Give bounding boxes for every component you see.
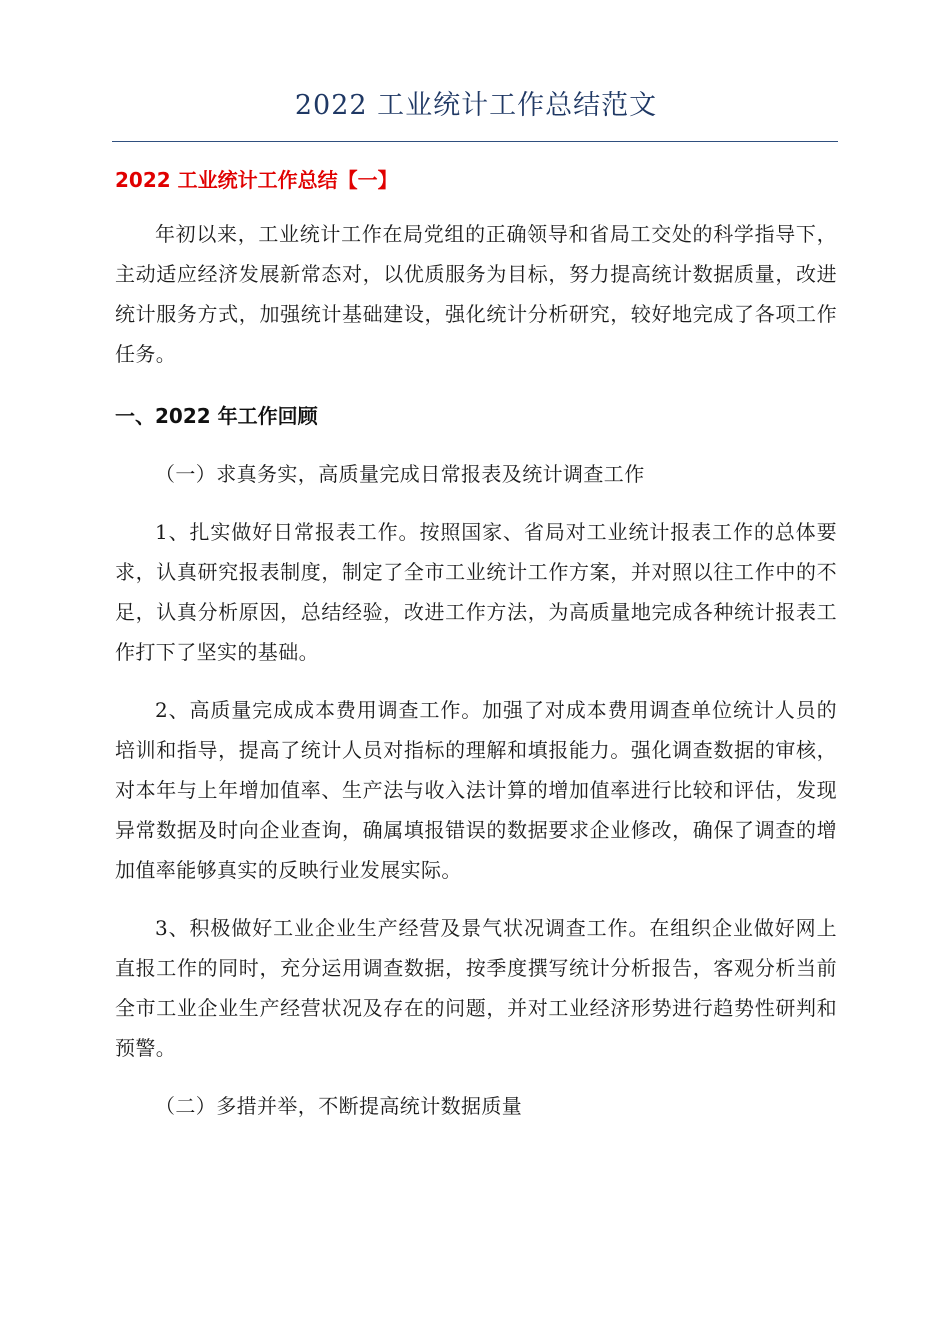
subheading-data-quality: （二）多措并举，不断提高统计数据质量 [155, 1094, 523, 1118]
paragraph-item-3: 3、积极做好工业企业生产经营及景气状况调查工作。在组织企业做好网上直报工作的同时，充分运用调查数据，按季度撰写统计分析报告，客观分析当前全市工业企业生产经营状况及存在的问题，并对工业经济形势进行趋势性研判和预警。 [115, 916, 837, 1060]
paragraph-item-1: 1、扎实做好日常报表工作。按照国家、省局对工业统计报表工作的总体要求，认真研究报表制度，制定了全市工业统计工作方案，并对照以往工作中的不足，认真分析原因，总结经验，改进工作方法，为高质量地完成各种统计报表工作打下了坚实的基础。 [115, 520, 837, 664]
spacer [115, 890, 837, 908]
paragraph-item-2: 2、高质量完成成本费用调查工作。加强了对成本费用调查单位统计人员的培训和指导，提高了统计人员对指标的理解和填报能力。强化调查数据的审核，对本年与上年增加值率、生产法与收入法计算的增加值率进行比较和评估，发现异常数据及时向企业查询，确属填报错误的数据要求企业修改，确保了调查的增加值率能够真实的反映行业发展实际。 [115, 698, 837, 882]
title-divider [112, 141, 838, 142]
spacer [115, 1068, 837, 1086]
spacer [115, 672, 837, 690]
intro-paragraph: 年初以来，工业统计工作在局党组的正确领导和省局工交处的科学指导下，主动适应经济发展新常态对，以优质服务为目标，努力提高统计数据质量，改进统计服务方式，加强统计基础建设，强化统计分析研究，较好地完成了各项工作任务。 [115, 222, 837, 366]
spacer [115, 436, 837, 454]
section-title: 2022 工业统计工作总结【一】 [115, 168, 398, 192]
heading-work-review: 一、2022 年工作回顾 [115, 404, 318, 428]
document-title: 2022 工业统计工作总结范文 [294, 90, 658, 121]
document-body [115, 160, 837, 1126]
spacer [115, 200, 837, 214]
subheading-daily-reports: （一）求真务实，高质量完成日常报表及统计调查工作 [155, 462, 645, 486]
spacer [115, 374, 837, 396]
spacer [115, 494, 837, 512]
